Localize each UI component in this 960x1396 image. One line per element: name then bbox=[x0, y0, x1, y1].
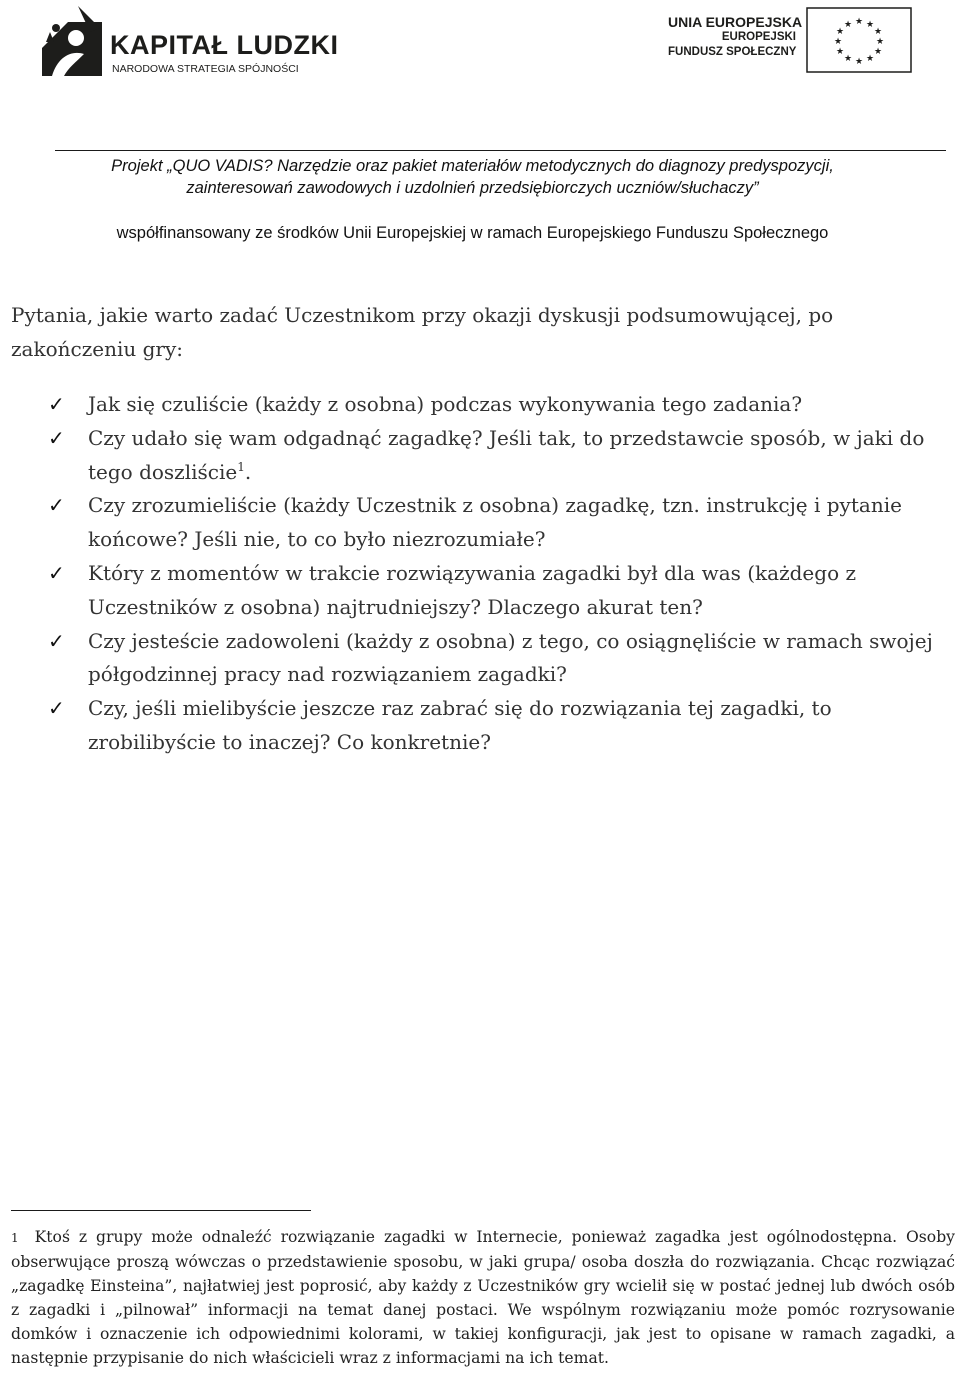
checkmark-icon: ✓ bbox=[48, 392, 65, 416]
project-title-line2: zainteresowań zawodowych i uzdolnień przedsiębiorczych uczniów/słuchaczy” bbox=[186, 179, 759, 197]
kapital-ludzki-title: KAPITAŁ LUDZKI bbox=[110, 30, 339, 60]
list-item bbox=[0, 692, 960, 760]
kapital-ludzki-emblem-icon bbox=[38, 2, 108, 82]
svg-text:★: ★ bbox=[835, 47, 845, 57]
footnote bbox=[11, 1225, 955, 1371]
question-text: Czy jesteście zadowoleni (każdy z osobna) z tego, co osiągnęliście w ramach swojej półgodzinnej pracy nad rozwiązaniem zagadki? bbox=[88, 628, 933, 687]
svg-text:★: ★ bbox=[835, 27, 845, 37]
eu-logo-line2: EUROPEJSKI bbox=[721, 31, 796, 43]
question-text: Czy zrozumieliście (każdy Uczestnik z osobna) zagadkę, tzn. instrukcję i pytanie końcowe? Jeśli nie, to co było niezrozumiałe? bbox=[88, 493, 902, 552]
footnote-text: Ktoś z grupy może odnaleźć rozwiązanie zagadki w Internecie, ponieważ zagadka jest ogólnodostępna. Osoby obserwujące proszą wówczas o przedstawienie sposobu, w jaki grupa/ osoba doszła do rozwiązania. Chcąc rozwiązać „zagadkę Einsteina”, najłatwiej jest poprosić, aby każdy z Uczestników gry wcielił się w postać jednej lub dwóch osób z zagadki i „pilnował” informacji na temat danej postaci. We wspólnym rozwiązaniu może pomóc rozrysowanie domków i oznaczenie ich odpowiednimi kolorami, w takiej konfiguracji, jak jest to opisane w ramach zagadki, a następnie przypisanie do nich właścicieli wraz z informacjami na ich temat. bbox=[11, 1228, 955, 1368]
checkmark-icon: ✓ bbox=[48, 628, 65, 653]
svg-text:★: ★ bbox=[854, 57, 864, 67]
svg-text:★: ★ bbox=[843, 54, 853, 64]
question-text-end: . bbox=[244, 459, 252, 484]
footnote-divider bbox=[11, 1210, 311, 1211]
eu-logo-text bbox=[668, 14, 803, 60]
intro-paragraph: Pytania, jakie warto zadać Uczestnikom przy okazji dyskusji podsumowującej, po zakończeniu gry: bbox=[11, 303, 834, 361]
footnote-number: 1 bbox=[11, 1231, 19, 1245]
list-item bbox=[0, 422, 960, 490]
svg-text:★: ★ bbox=[854, 17, 864, 27]
list-item bbox=[0, 489, 960, 557]
svg-text:★: ★ bbox=[843, 20, 853, 30]
svg-text:★: ★ bbox=[865, 54, 875, 64]
checkmark-icon: ✓ bbox=[48, 425, 65, 450]
kapital-ludzki-subtitle: NARODOWA STRATEGIA SPÓJNOŚCI bbox=[112, 63, 299, 75]
header-divider bbox=[55, 150, 946, 151]
list-item bbox=[0, 388, 960, 422]
footnote-reference: 1 bbox=[237, 459, 245, 474]
list-item bbox=[0, 557, 960, 625]
svg-text:★: ★ bbox=[833, 37, 843, 47]
question-text: Czy udało się wam odgadnąć zagadkę? Jeśli tak, to przedstawcie sposób, w jaki do tego doszliście bbox=[88, 425, 925, 484]
eu-flag-icon bbox=[806, 7, 912, 73]
checkmark-icon: ✓ bbox=[48, 493, 65, 518]
checkmark-icon: ✓ bbox=[48, 696, 65, 721]
question-text: Jak się czuliście (każdy z osobna) podczas wykonywania tego zadania? bbox=[88, 392, 803, 416]
checkmark-icon: ✓ bbox=[48, 560, 65, 585]
project-title-line1: Projekt „QUO VADIS? Narzędzie oraz pakiet materiałów metodycznych do diagnozy predyspozycji, bbox=[111, 157, 834, 175]
eu-logo-line1: UNIA EUROPEJSKA bbox=[668, 14, 803, 30]
eu-logo-line3: FUNDUSZ SPOŁECZNY bbox=[668, 46, 797, 58]
question-text: Czy, jeśli mielibyście jeszcze raz zabrać się do rozwiązania tej zagadki, to zrobilibyście to inaczej? Co konkretnie? bbox=[88, 696, 832, 754]
question-list bbox=[0, 388, 960, 760]
question-text: Który z momentów w trakcie rozwiązywania zagadki był dla was (każdego z Uczestników z osobna) najtrudniejszy? Dlaczego akurat ten? bbox=[88, 560, 857, 619]
project-header bbox=[0, 155, 945, 199]
svg-text:★: ★ bbox=[865, 20, 875, 30]
list-item bbox=[0, 625, 960, 693]
svg-text:★: ★ bbox=[875, 37, 885, 47]
cofinancing-note: współfinansowany ze środków Unii Europejskiej w ramach Europejskiego Funduszu Społecznego bbox=[116, 224, 829, 242]
svg-text:★: ★ bbox=[873, 47, 883, 57]
svg-text:★: ★ bbox=[873, 27, 883, 37]
